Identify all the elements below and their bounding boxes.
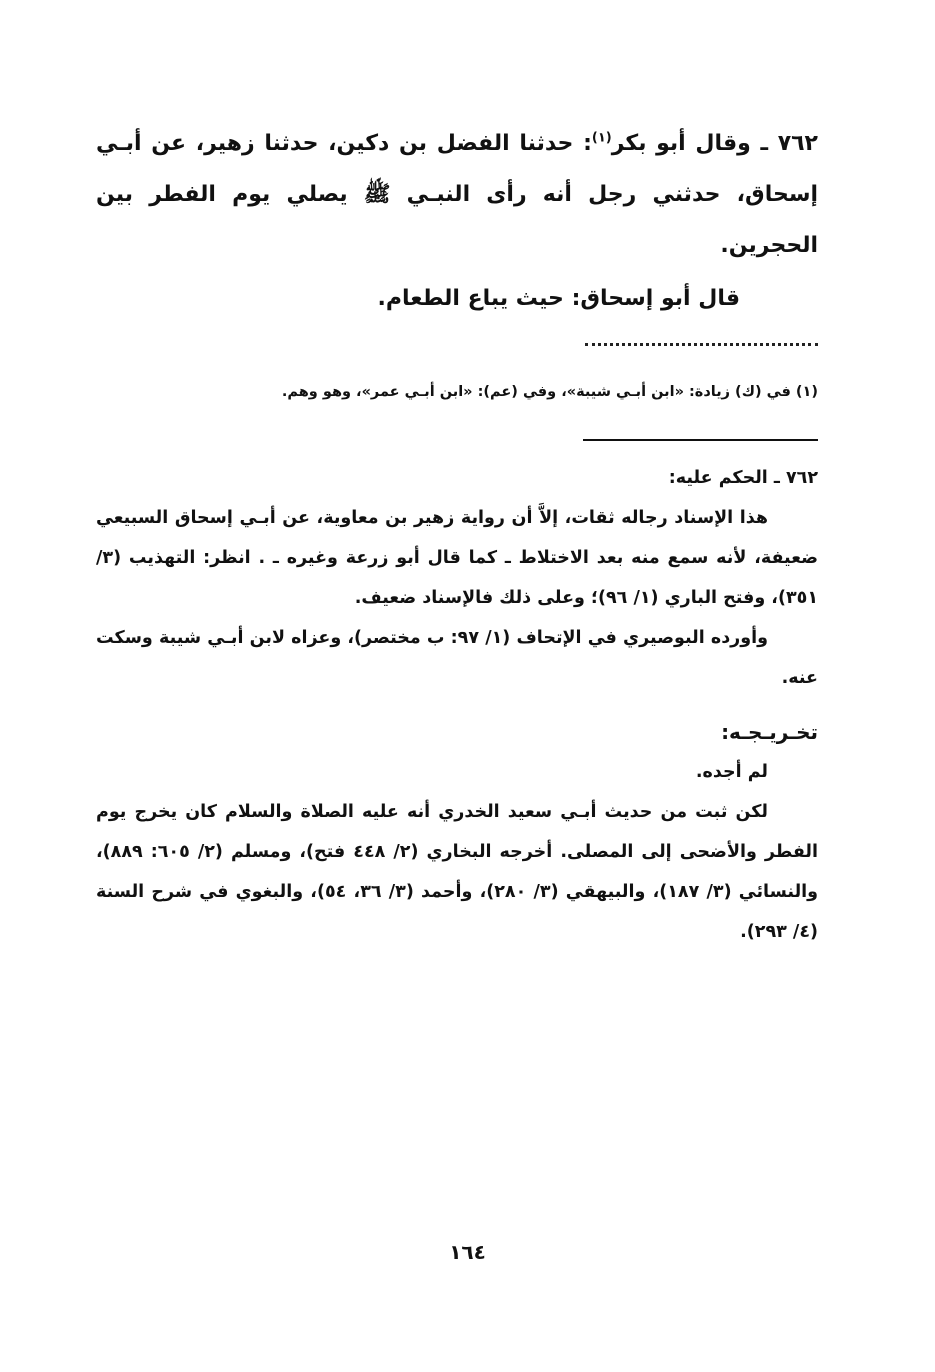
commentary-paragraph-1: هذا الإسناد رجاله ثقات، إلاَّ أن رواية زهير بن معاوية، عن أبـي إسحاق السبيعي ضعيفة، لأنه سمع منه بعد الاختلاط ـ كما قال أبو زرعة وغيره ـ . انظر: التهذيب (٣/ ٣٥١)، وفتح الباري (١/ ٩٦)؛ وعلى ذلك فالإسناد ضعيف. — [96, 508, 818, 608]
footnote: (١) في (ك) زيادة: «ابن أبـي شيبة»، وفي (عم): «ابن أبـي عمر»، وهو وهم. — [281, 384, 818, 400]
commentary — [96, 458, 818, 952]
takhrij-paragraph-2: لكن ثبت من حديث أبـي سعيد الخدري أنه عليه الصلاة والسلام كان يخرج يوم الفطر والأضحى إلى المصلى. أخرجه البخاري (٢/ ٤٤٨ فتح)، ومسلم (٢/ ٦٠٥: ٨٨٩)، والنسائي (٣/ ١٨٧)، والبيهقي (٣/ ٢٨٠)، وأحمد (٣/ ٣٦، ٥٤)، والبغوي في شرح السنة (٤/ ٢٩٣). — [96, 802, 819, 942]
hadith-line-b: : حدثنا الفضل بن دكين، حدثنا زهير، عن أبـي إسحاق، حدثني رجل أنه رأى النبـي ﷺ يصلي يوم الفطر بين الحجرين. — [96, 131, 818, 258]
section-divider — [583, 439, 818, 441]
commentary-paragraph-2: وأورده البوصيري في الإتحاف (١/ ٩٧: ب مختصر)، وعزاه لابن أبـي شيبة وسكت عنه. — [96, 628, 818, 688]
hadith-text — [96, 118, 818, 324]
hadith-paragraph-2: قال أبو إسحاق: حيث يباع الطعام. — [377, 286, 740, 311]
footnote-marker[interactable]: (١) — [591, 130, 612, 146]
commentary-heading: ٧٦٢ ـ الحكم عليه: — [668, 468, 818, 488]
takhrij-heading: تخـريـجـه: — [721, 720, 818, 744]
page-number: ١٦٤ — [449, 1240, 486, 1264]
hadith-paragraph — [96, 118, 818, 271]
hadith-number: ٧٦٢ ـ — [760, 131, 818, 156]
takhrij-paragraph-1: لم أجده. — [695, 762, 768, 782]
hadith-line-a: وقال أبو بكر — [611, 131, 751, 156]
footnote-separator — [585, 343, 818, 346]
